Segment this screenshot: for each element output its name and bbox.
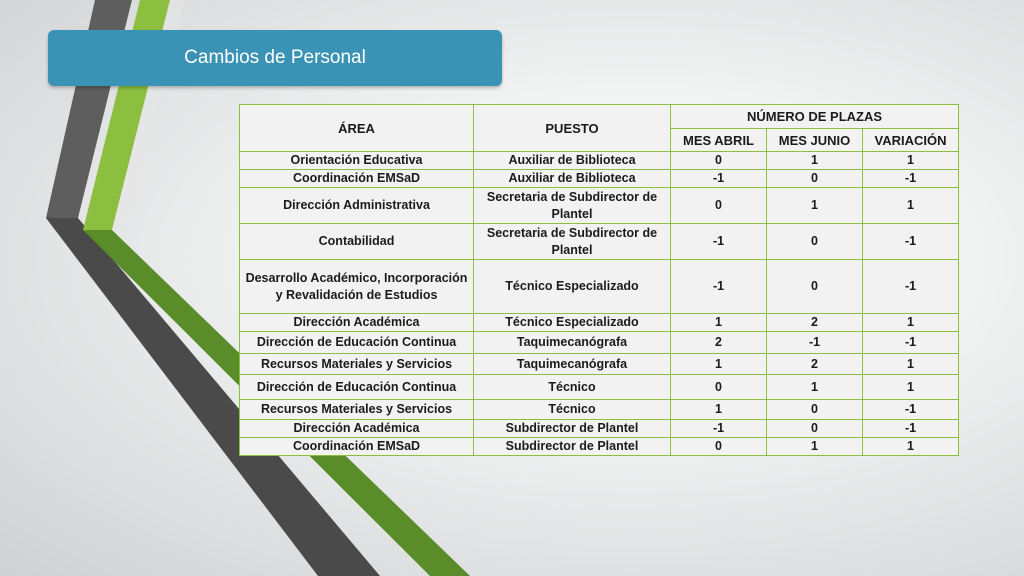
cell-abril: -1 — [671, 260, 767, 314]
cell-abril: 0 — [671, 152, 767, 170]
cell-area: Coordinación EMSaD — [240, 438, 474, 456]
cell-abril: 0 — [671, 188, 767, 224]
cell-puesto: Auxiliar de Biblioteca — [474, 170, 671, 188]
cell-variacion: -1 — [863, 332, 959, 354]
cell-variacion: 1 — [863, 188, 959, 224]
cell-area: Recursos Materiales y Servicios — [240, 400, 474, 420]
cell-junio: 2 — [767, 354, 863, 375]
cell-abril: 1 — [671, 400, 767, 420]
table-row — [240, 354, 959, 375]
cell-junio: 0 — [767, 400, 863, 420]
table-row — [240, 332, 959, 354]
cell-variacion: 1 — [863, 438, 959, 456]
cell-puesto: Técnico Especializado — [474, 314, 671, 332]
header-numero-plazas: NÚMERO DE PLAZAS — [671, 105, 959, 129]
plazas-table-container — [239, 104, 958, 456]
cell-variacion: 1 — [863, 375, 959, 400]
cell-junio: 0 — [767, 170, 863, 188]
cell-puesto: Técnico — [474, 400, 671, 420]
cell-area: Orientación Educativa — [240, 152, 474, 170]
header-mes-abril: MES ABRIL — [671, 129, 767, 152]
cell-variacion: -1 — [863, 420, 959, 438]
cell-area: Desarrollo Académico, Incorporación y Revalidación de Estudios — [240, 260, 474, 314]
cell-area: Contabilidad — [240, 224, 474, 260]
header-puesto: PUESTO — [474, 105, 671, 152]
cell-junio: 1 — [767, 438, 863, 456]
cell-puesto: Secretaria de Subdirector de Plantel — [474, 188, 671, 224]
cell-puesto: Taquimecanógrafa — [474, 332, 671, 354]
cell-puesto: Secretaria de Subdirector de Plantel — [474, 224, 671, 260]
cell-area: Dirección de Educación Continua — [240, 375, 474, 400]
table-row — [240, 152, 959, 170]
cell-abril: -1 — [671, 420, 767, 438]
table-row — [240, 170, 959, 188]
cell-variacion: 1 — [863, 354, 959, 375]
cell-variacion: -1 — [863, 260, 959, 314]
cell-area: Dirección Académica — [240, 420, 474, 438]
cell-abril: 0 — [671, 375, 767, 400]
table-row — [240, 260, 959, 314]
table-row — [240, 224, 959, 260]
cell-abril: -1 — [671, 170, 767, 188]
plazas-table — [239, 104, 959, 456]
cell-abril: -1 — [671, 224, 767, 260]
cell-puesto: Subdirector de Plantel — [474, 420, 671, 438]
cell-puesto: Auxiliar de Biblioteca — [474, 152, 671, 170]
page-title: Cambios de Personal — [48, 30, 502, 86]
table-row — [240, 438, 959, 456]
cell-variacion: -1 — [863, 400, 959, 420]
cell-area: Coordinación EMSaD — [240, 170, 474, 188]
cell-junio: 0 — [767, 224, 863, 260]
cell-abril: 1 — [671, 314, 767, 332]
cell-abril: 2 — [671, 332, 767, 354]
cell-junio: 0 — [767, 420, 863, 438]
cell-junio: 2 — [767, 314, 863, 332]
table-row — [240, 400, 959, 420]
cell-puesto: Técnico — [474, 375, 671, 400]
cell-area: Recursos Materiales y Servicios — [240, 354, 474, 375]
table-row — [240, 420, 959, 438]
cell-variacion: -1 — [863, 224, 959, 260]
table-row — [240, 314, 959, 332]
header-mes-junio: MES JUNIO — [767, 129, 863, 152]
cell-area: Dirección Administrativa — [240, 188, 474, 224]
cell-area: Dirección de Educación Continua — [240, 332, 474, 354]
cell-abril: 1 — [671, 354, 767, 375]
table-row — [240, 188, 959, 224]
cell-junio: 1 — [767, 188, 863, 224]
cell-variacion: 1 — [863, 152, 959, 170]
cell-junio: 1 — [767, 152, 863, 170]
cell-puesto: Subdirector de Plantel — [474, 438, 671, 456]
cell-puesto: Técnico Especializado — [474, 260, 671, 314]
table-row — [240, 375, 959, 400]
cell-puesto: Taquimecanógrafa — [474, 354, 671, 375]
cell-junio: 0 — [767, 260, 863, 314]
cell-junio: 1 — [767, 375, 863, 400]
cell-area: Dirección Académica — [240, 314, 474, 332]
cell-abril: 0 — [671, 438, 767, 456]
cell-variacion: -1 — [863, 170, 959, 188]
header-variacion: VARIACIÓN — [863, 129, 959, 152]
cell-junio: -1 — [767, 332, 863, 354]
header-area: ÁREA — [240, 105, 474, 152]
cell-variacion: 1 — [863, 314, 959, 332]
